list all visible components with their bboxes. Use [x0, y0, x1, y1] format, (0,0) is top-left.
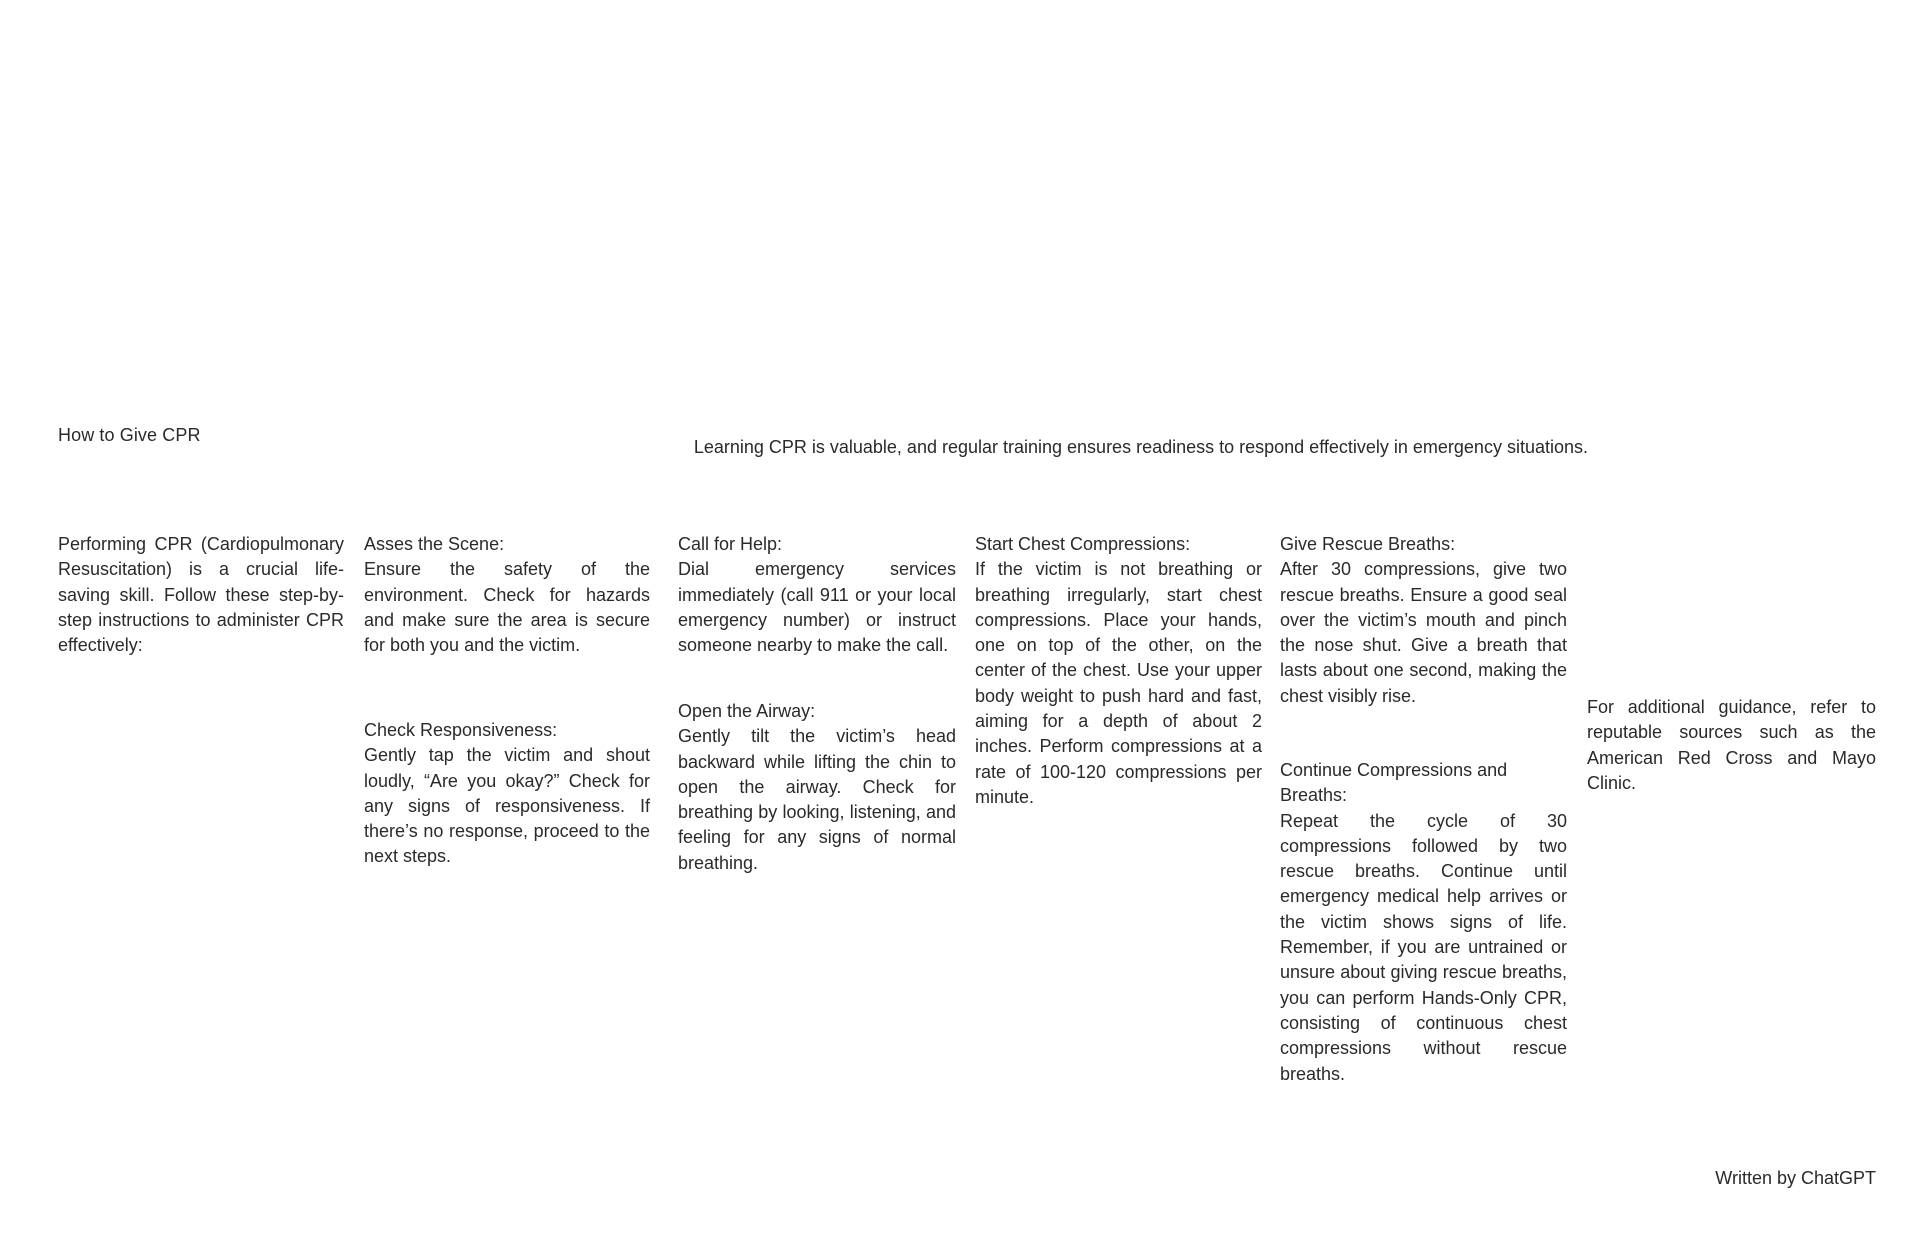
- step-text: Repeat the cycle of 30 compressions followed by two rescue breaths. Continue until emergency medical help arrives or the victim shows signs of life. Remember, if you are untrained or unsure about giving rescue breaths, you can perform Hands-Only CPR, consisting of continuous chest compressions without rescue breaths.: [1280, 810, 1567, 1084]
- step-call-for-help: [678, 532, 956, 658]
- step-text: Ensure the safety of the environment. Check for hazards and make sure the area is secure for both you and the victim.: [364, 559, 650, 656]
- step-text: Dial emergency services immediately (call 911 or your local emergency number) or instruct someone nearby to make the call.: [678, 559, 956, 656]
- references-note: [1587, 695, 1876, 796]
- step-check-responsiveness: [364, 718, 650, 870]
- step-heading: Call for Help:: [678, 534, 783, 554]
- step-text: Gently tilt the victim’s head backward while lifting the chin to open the airway. Check for breathing by looking, listening, and feeling for any signs of normal breathing.: [678, 726, 956, 873]
- step-heading: Open the Airway:: [678, 701, 816, 721]
- step-rescue-breaths: [1280, 532, 1567, 709]
- author-credit: Written by ChatGPT: [1715, 1168, 1876, 1188]
- step-chest-compressions: [975, 532, 1262, 810]
- step-text: If the victim is not breathing or breathing irregularly, start chest compressions. Place your hands, one on top of the other, on the center of the chest. Use your upper body weight to push hard and fast, aiming for a depth of about 2 inches. Perform compressions at a rate of 100-120 compressions per minute.: [975, 559, 1262, 807]
- page-title: How to Give CPR: [58, 425, 201, 445]
- references-text: For additional guidance, refer to reputable sources such as the American Red Cross and Mayo Clinic.: [1587, 697, 1876, 793]
- step-open-airway: [678, 699, 956, 876]
- step-text: After 30 compressions, give two rescue breaths. Ensure a good seal over the victim’s mouth and pinch the nose shut. Give a breath that lasts about one second, making the chest visibly rise.: [1280, 559, 1567, 706]
- step-assess-scene: [364, 532, 650, 658]
- step-heading: Continue Compressions and Breaths:: [1280, 760, 1508, 806]
- step-heading: Start Chest Compressions:: [975, 534, 1191, 554]
- step-heading: Asses the Scene:: [364, 534, 505, 554]
- step-continue-cycle: [1280, 758, 1567, 1087]
- step-heading: Give Rescue Breaths:: [1280, 534, 1456, 554]
- intro-text: Performing CPR (Cardiopulmonary Resuscitation) is a crucial life-saving skill. Follow these step-by-step instructions to administer CPR effectively:: [58, 534, 344, 656]
- step-heading: Check Responsiveness:: [364, 720, 558, 740]
- step-text: Gently tap the victim and shout loudly, “Are you okay?” Check for any signs of responsiveness. If there’s no response, proceed to the next steps.: [364, 745, 650, 867]
- tagline: Learning CPR is valuable, and regular training ensures readiness to respond effectively in emergency situations.: [693, 437, 1588, 457]
- intro-paragraph: [58, 532, 344, 658]
